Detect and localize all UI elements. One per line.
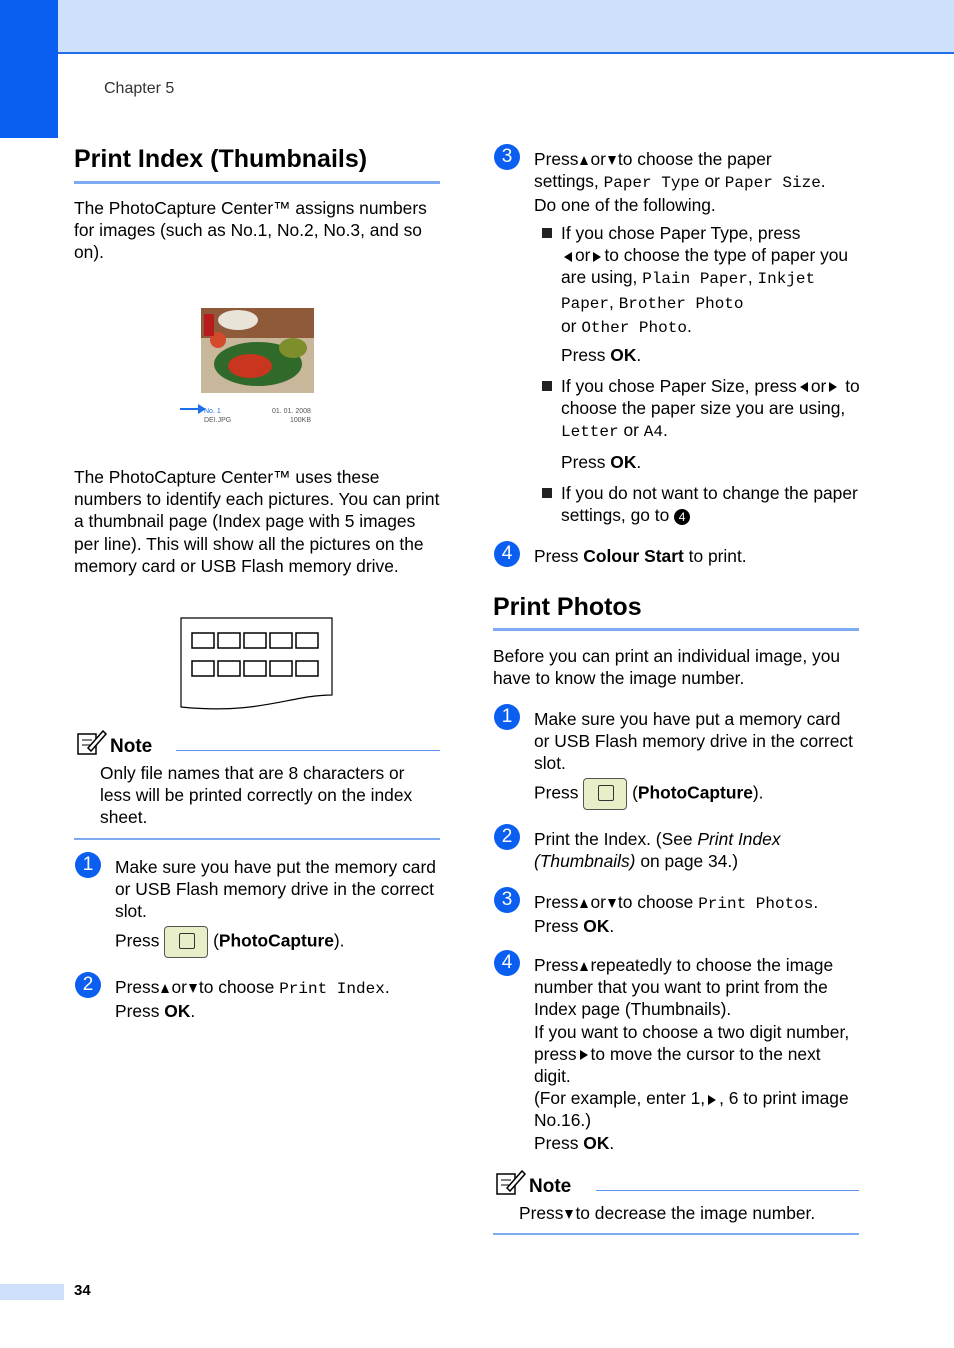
step-text-fragment: (For example, enter 1, (534, 1088, 706, 1109)
choose-label: to choose (198, 977, 275, 997)
ok-label: OK (610, 452, 637, 472)
note-pencil-icon (76, 728, 108, 756)
option-letter: Letter (561, 423, 619, 442)
note-label: Note (110, 736, 153, 757)
step-text-fragment: repeatedly to choose the image number that you want to print from the Index page (Thumbnails). (534, 955, 834, 1020)
or-label: or (590, 149, 606, 169)
note-end-rule (74, 838, 440, 840)
step-text-fragment: to move the cursor to the next digit. (534, 1043, 821, 1087)
bullet-lead: If you do not want to change the paper settings, go to (561, 483, 858, 526)
press-label: Press (115, 930, 160, 951)
photocapture-button-icon[interactable] (583, 778, 627, 810)
bullet-tail: to choose the type of paper you are using, (561, 245, 849, 288)
step-number: 4 (494, 541, 520, 567)
option-other-photo: Other Photo (581, 318, 687, 337)
step-number: 3 (494, 887, 520, 913)
option-plain-paper: Plain Paper (642, 270, 748, 289)
bullet-icon (542, 381, 552, 391)
press-label: Press (534, 782, 579, 803)
or-label: or (810, 376, 827, 396)
photocapture-button-icon[interactable] (164, 926, 208, 958)
note-end-rule (493, 1233, 859, 1235)
note-label: Note (529, 1176, 572, 1197)
down-arrow-icon (565, 1210, 573, 1219)
thumb-size: 100KB (290, 417, 312, 424)
option-paper-size: Paper Size (724, 174, 821, 193)
right-arrow-icon (593, 252, 601, 262)
note-rule (176, 750, 440, 751)
press-label: Press (534, 916, 579, 937)
option-a4: A4 (643, 423, 663, 442)
index-sheet-illustration (180, 617, 334, 715)
press-label: Press (519, 1203, 564, 1223)
note-rule (596, 1190, 859, 1191)
up-arrow-icon (580, 899, 588, 908)
thumb-number: No. 1 (204, 408, 221, 415)
section-title-print-index: Print Index (Thumbnails) (74, 145, 368, 173)
page-reference-link[interactable]: Print Index (Thumbnails) (534, 829, 781, 872)
option-inkjet-paper: Inkjet Paper (561, 270, 816, 313)
chapter-tab (0, 0, 58, 138)
step-text: Make sure you have put the memory card or USB Flash memory drive in the correct slot. (115, 857, 436, 922)
bullet-text (561, 482, 861, 526)
bullet-lead: If you chose Paper Type, press (561, 223, 801, 243)
or-label: or (704, 171, 720, 192)
intro-paragraph: The PhotoCapture Center™ assigns numbers for images (such as No.1, No.2, No.3, and so on). (74, 198, 427, 263)
page-number-bar (0, 1284, 64, 1300)
note-text: Only file names that are 8 characters or less will be printed correctly on the index sheet. (100, 763, 413, 828)
down-arrow-icon (608, 899, 616, 908)
or-label: or (171, 977, 187, 997)
or-label: or (575, 245, 591, 266)
step-text (534, 828, 834, 872)
ok-label: OK (164, 1001, 191, 1022)
press-label: Press (534, 955, 579, 975)
step-text-fragment: , 6 to print image No.16.) (534, 1088, 849, 1131)
title-rule (74, 181, 440, 184)
ok-label: OK (583, 916, 610, 937)
press-photocapture-line: Press (PhotoCapture). (115, 926, 345, 958)
bullet-text: If you chose Paper Size, press or to choose the paper size you are using, Letter or A4. (561, 376, 860, 442)
right-arrow-icon (708, 1095, 716, 1105)
bullet-icon (542, 228, 552, 238)
press-ok-line: Press OK. (561, 345, 642, 365)
thumb-date: 01. 01. 2008 (272, 408, 311, 415)
press-label: Press (115, 977, 160, 997)
press-label: Press (534, 1132, 579, 1153)
step-text-fragment: Do one of the following. (534, 195, 716, 216)
thumbnail-illustration (178, 306, 318, 428)
up-arrow-icon (580, 156, 588, 165)
step-number: 1 (75, 852, 101, 878)
up-arrow-icon (161, 984, 169, 993)
or-label: or (561, 315, 577, 336)
option-brother-photo: Brother Photo (618, 294, 744, 313)
up-arrow-icon (580, 962, 588, 971)
bullet-icon (542, 488, 552, 498)
press-label: Press (561, 452, 606, 472)
step-text-fragment: on page 34.) (640, 851, 738, 872)
chapter-label: Chapter 5 (104, 80, 175, 97)
menu-print-photos: Print Photos (698, 895, 814, 913)
step-text-fragment: to print. (688, 546, 747, 566)
step-text: Press or to choose Print Index. Press OK. (115, 977, 390, 1022)
explanation-paragraph: The PhotoCapture Center™ uses these numbers to identify each pictures. You can print a thumbnail page (Index page with 5 images per line). This will show all the pictures on the memory card or USB Flash memory drive. (74, 467, 440, 576)
step-text: Press repeatedly to choose the image number that you want to print from the Index page (Thumbnails). If you want to choose a two digit number, press to move the cursor to the next digit. (For example, enter 1, , 6 to print image No.16.) Press OK. (534, 955, 850, 1153)
right-arrow-icon (580, 1050, 588, 1060)
step-text: Make sure you have put a memory card or USB Flash memory drive in the correct slot. (534, 709, 853, 774)
bullet-lead: If you chose Paper Size, press (561, 376, 797, 396)
note-pencil-icon (495, 1168, 527, 1196)
ok-label: OK (610, 345, 637, 365)
press-label: Press (534, 546, 579, 566)
choose-label: to choose (617, 892, 694, 912)
page-number: 34 (74, 1282, 91, 1299)
option-paper-type: Paper Type (603, 174, 700, 193)
step-text-fragment: If you want to choose a two digit number, press (534, 1021, 850, 1064)
step-text-fragment: settings, (534, 171, 599, 192)
step-ref-badge: 4 (674, 509, 690, 525)
down-arrow-icon (608, 156, 616, 165)
photocapture-label: PhotoCapture (218, 930, 334, 951)
title-rule (493, 628, 859, 631)
thumb-filename: DEI.JPG (204, 417, 232, 424)
photocapture-label: PhotoCapture (637, 782, 753, 803)
or-label: or (623, 420, 639, 441)
down-arrow-icon (189, 984, 197, 993)
press-ok-line: Press OK. (561, 452, 642, 472)
step-number: 2 (75, 972, 101, 998)
step-number: 3 (494, 144, 520, 170)
or-label: or (590, 892, 606, 912)
intro-paragraph: Before you can print an individual image, you have to know the image number. (493, 646, 841, 689)
press-photocapture-line: Press (PhotoCapture). (534, 778, 764, 810)
press-label: Press (561, 345, 606, 365)
press-label: Press (534, 892, 579, 912)
note-text (519, 1202, 815, 1224)
press-label: Press (115, 1001, 160, 1022)
colour-start-label: Colour Start (583, 546, 684, 566)
right-arrow-icon (829, 382, 837, 392)
section-title-print-photos: Print Photos (493, 593, 642, 621)
step-text-fragment: Print the Index. (See (534, 829, 693, 849)
bullet-text: If you chose Paper Type, press or to choose the type of paper you are using, Plain Paper, Inkjet Paper, Brother Photo or Other Photo. (561, 223, 849, 337)
left-arrow-icon (564, 252, 572, 262)
step-text: Press or to choose the paper settings, Paper Type or Paper Size. Do one of the following. (534, 149, 826, 216)
note-text-fragment: to decrease the image number. (575, 1203, 816, 1223)
step-number: 4 (494, 950, 520, 976)
ok-label: OK (583, 1132, 610, 1153)
step-number: 1 (494, 704, 520, 730)
step-text (534, 545, 747, 567)
press-label: Press (534, 149, 579, 169)
left-arrow-icon (800, 382, 808, 392)
header-bar (0, 0, 954, 54)
menu-print-index: Print Index (279, 980, 385, 998)
step-text-fragment: to choose the paper (617, 149, 772, 169)
bullet-tail: to choose the paper size you are using, (561, 376, 860, 419)
step-text: Press or to choose Print Photos. Press OK. (534, 892, 819, 937)
step-number: 2 (494, 824, 520, 850)
